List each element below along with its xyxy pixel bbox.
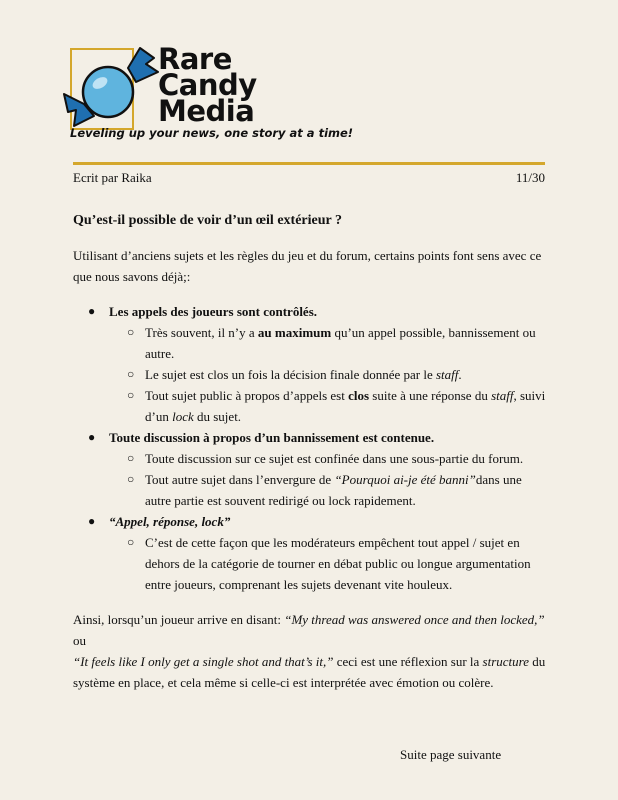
list-item: ○ Le sujet est clos un fois la décision finale donnée par le staff. bbox=[109, 364, 547, 385]
brand-line-2: Candy bbox=[158, 68, 257, 102]
header-divider bbox=[73, 162, 545, 165]
list-item bbox=[73, 427, 547, 511]
points-list bbox=[73, 301, 547, 595]
brand-name bbox=[158, 42, 257, 128]
brand-line-3: Media bbox=[158, 94, 255, 128]
list-item: ○ Toute discussion sur ce sujet est confinée dans une sous-partie du forum. bbox=[109, 448, 547, 469]
section-title: Toute discussion à propos d’un bannissement est contenue. bbox=[109, 430, 435, 445]
author-line: Ecrit par Raika bbox=[73, 170, 152, 185]
sub-list bbox=[109, 448, 547, 511]
sub-list bbox=[109, 532, 547, 595]
list-item bbox=[73, 301, 547, 427]
candy-icon bbox=[62, 42, 162, 132]
page-number: 11/30 bbox=[515, 170, 545, 185]
conclusion-paragraph: Ainsi, lorsqu’un joueur arrive en disant: “My thread was answered once and then locked,” ou “It feels like I only get a single shot and that’s it,” ceci est une réflexion sur la structure du système en place, et cela même si celle-ci est interprétée avec émotion ou colère. bbox=[73, 612, 546, 690]
list-item: ○ Très souvent, il n’y a au maximum qu’un appel possible, bannissement ou autre. bbox=[109, 322, 547, 364]
circle-bullet-icon: ○ bbox=[127, 535, 135, 549]
circle-bullet-icon: ○ bbox=[127, 367, 135, 381]
article-body bbox=[73, 210, 547, 707]
list-item: ○ Tout autre sujet dans l’envergure de “Pourquoi ai-je été banni”dans une autre partie est souvent redirigé ou lock rapidement. bbox=[109, 469, 547, 511]
brand-tagline: Leveling up your news, one story at a time! bbox=[70, 126, 354, 140]
list-item bbox=[73, 511, 547, 595]
list-item: ○ Tout sujet public à propos d’appels est clos suite à une réponse du staff, suivi d’un lock du sujet. bbox=[109, 385, 547, 427]
bullet-icon: ● bbox=[88, 430, 96, 444]
section-title: “Appel, réponse, lock” bbox=[109, 514, 231, 529]
circle-bullet-icon: ○ bbox=[127, 472, 135, 486]
circle-bullet-icon: ○ bbox=[127, 451, 135, 465]
article-heading: Qu’est-il possible de voir d’un œil extérieur ? bbox=[73, 213, 342, 228]
sub-list bbox=[109, 322, 547, 427]
bullet-icon: ● bbox=[88, 514, 96, 528]
list-item: ○ C’est de cette façon que les modérateurs empêchent tout appel / sujet en dehors de la catégorie de tourner en débat public ou longue argumentation entre joueurs, comprenant les sujets devenant vite houleux. bbox=[109, 532, 547, 595]
intro-paragraph: Utilisant d’anciens sujets et les règles du jeu et du forum, certains points font sens avec ce que nous savons déjà;: bbox=[73, 248, 542, 284]
continue-note: Suite page suivante bbox=[400, 747, 502, 762]
section-title: Les appels des joueurs sont contrôlés. bbox=[109, 304, 318, 319]
bullet-icon: ● bbox=[88, 304, 96, 318]
circle-bullet-icon: ○ bbox=[127, 325, 135, 339]
brand-line-1: Rare bbox=[158, 42, 232, 76]
circle-bullet-icon: ○ bbox=[127, 388, 135, 402]
